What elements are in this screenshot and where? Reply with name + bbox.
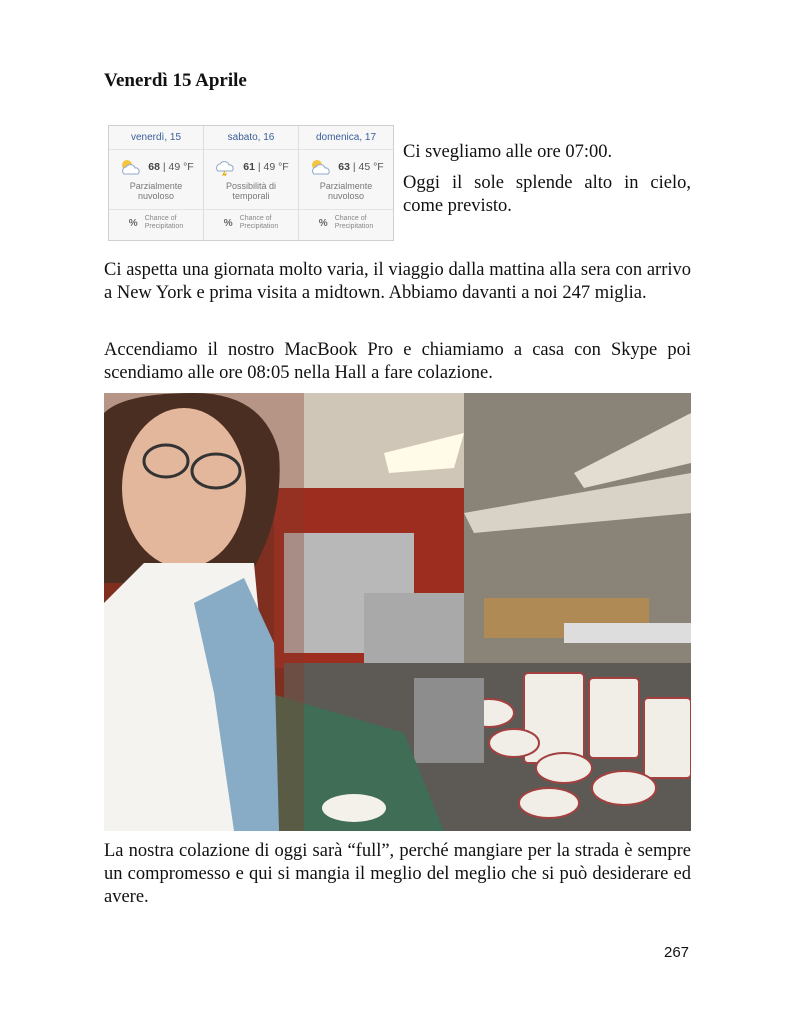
- weather-day-name: domenica, 17: [299, 132, 393, 150]
- paragraph: Oggi il sole splende alto in cielo, come previsto.: [403, 173, 691, 216]
- weather-forecast-widget: [108, 125, 394, 241]
- weather-day-name: venerdì, 15: [109, 132, 203, 150]
- weather-temperature: 68 | 49 °F: [148, 161, 194, 173]
- breakfast-photo: [104, 393, 691, 831]
- thunderstorm-icon: [213, 158, 239, 176]
- photo-illustration: [104, 393, 691, 831]
- precipitation-chance: % Chance of Precipitation: [204, 209, 298, 231]
- partly-cloudy-icon: [308, 158, 334, 176]
- page-heading: Venerdì 15 Aprile: [104, 70, 247, 91]
- paragraph: Accendiamo il nostro MacBook Pro e chiamiamo a casa con Skype poi scendiamo alle ore 08:05 nella Hall a fare colazione.: [104, 340, 691, 383]
- paragraph: Ci aspetta una giornata molto varia, il viaggio dalla mattina alla sera con arrivo a New York e prima visita a midtown. Abbiamo davanti a noi 247 miglia.: [104, 260, 691, 303]
- paragraph: La nostra colazione di oggi sarà “full”, perché mangiare per la strada è sempre un compromesso e qui si mangia il meglio del meglio che si può desiderare ed avere.: [104, 841, 691, 907]
- weather-description: Possibilità di temporali: [225, 181, 277, 201]
- weather-day-name: sabato, 16: [204, 132, 298, 150]
- partly-cloudy-icon: [118, 158, 144, 176]
- weather-day: [299, 126, 393, 240]
- weather-day: [109, 126, 204, 240]
- page-number: 267: [664, 944, 690, 961]
- precipitation-chance: % Chance of Precipitation: [299, 209, 393, 231]
- weather-description: Parzialmente nuvoloso: [129, 181, 183, 201]
- intro-text: [403, 141, 691, 226]
- paragraph: Ci svegliamo alle ore 07:00.: [403, 142, 613, 162]
- weather-description: Parzialmente nuvoloso: [319, 181, 373, 201]
- weather-temperature: 61 | 49 °F: [243, 161, 289, 173]
- weather-day: [204, 126, 299, 240]
- precipitation-chance: % Chance of Precipitation: [109, 209, 203, 231]
- weather-temperature: 63 | 45 °F: [338, 161, 384, 173]
